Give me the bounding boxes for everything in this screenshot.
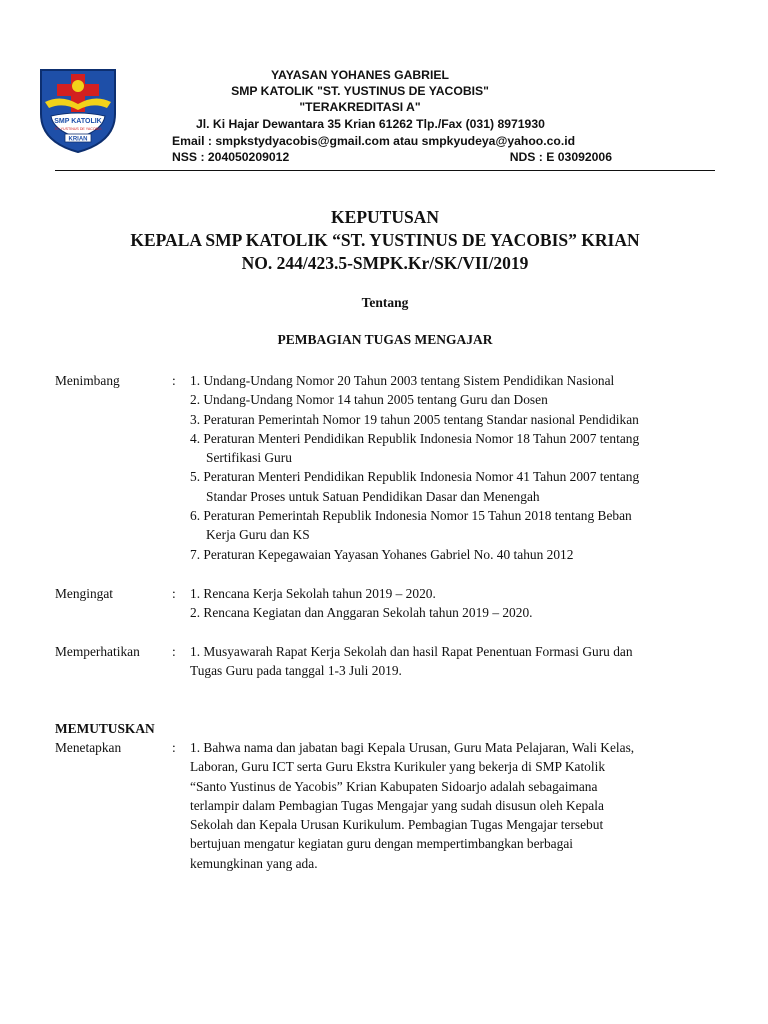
- list-item: 3. Peraturan Pemerintah Nomor 19 tahun 2005 tentang Standar nasional Pendidikan: [190, 411, 639, 427]
- logo-text-top: SMP KATOLIK: [54, 118, 102, 125]
- school-name: SMP KATOLIK "ST. YUSTINUS DE YACOBIS": [231, 84, 489, 98]
- list-item-continuation: Standar Proses untuk Satuan Pendidikan Dasar dan Menengah: [206, 488, 540, 504]
- logo-text-bottom: KRIAN: [68, 136, 88, 143]
- list-item: 6. Peraturan Pemerintah Republik Indonesia Nomor 15 Tahun 2018 tentang Beban: [190, 508, 632, 524]
- menimbang-colon: :: [172, 373, 176, 388]
- list-item: 2. Undang-Undang Nomor 14 tahun 2005 tentang Guru dan Dosen: [190, 392, 548, 408]
- foundation-name: YAYASAN YOHANES GABRIEL: [271, 68, 449, 82]
- memperhatikan-label: Memperhatikan: [55, 644, 140, 659]
- accreditation: "TERAKREDITASI A": [299, 100, 421, 114]
- menimbang-label: Menimbang: [55, 373, 120, 388]
- paragraph-line: Laboran, Guru ICT serta Guru Ekstra Kurikuler yang bekerja di SMP Katolik: [190, 759, 606, 775]
- school-emblem-icon: [37, 66, 119, 154]
- paragraph-line: terlampir dalam Pembagian Tugas Mengajar yang sudah disusun oleh Kepala: [190, 797, 604, 813]
- list-item: 1. Musyawarah Rapat Kerja Sekolah dan hasil Rapat Penentuan Formasi Guru dan: [190, 644, 633, 659]
- list-item: 7. Peraturan Kepegawaian Yayasan Yohanes Gabriel No. 40 tahun 2012: [190, 546, 574, 562]
- school-address: Jl. Ki Hajar Dewantara 35 Krian 61262 Tlp./Fax (031) 8971930: [196, 117, 545, 131]
- list-item: 4. Peraturan Menteri Pendidikan Republik Indonesia Nomor 18 Tahun 2007 tentang: [190, 430, 640, 446]
- list-item-continuation: Kerja Guru dan KS: [206, 527, 310, 543]
- memutuskan-heading: MEMUTUSKAN: [55, 721, 155, 736]
- menetapkan-colon: :: [172, 740, 176, 755]
- paragraph-line: “Santo Yustinus de Yacobis” Krian Kabupaten Sidoarjo adalah sebagaimana: [190, 778, 598, 794]
- nss-number: NSS : 204050209012: [172, 150, 290, 164]
- school-email: Email : smpkstydyacobis@gmail.com atau smpkyudeya@yahoo.co.id: [172, 134, 576, 148]
- list-item-continuation: Sertifikasi Guru: [206, 450, 292, 466]
- list-item: 1. Undang-Undang Nomor 20 Tahun 2003 tentang Sistem Pendidikan Nasional: [190, 373, 615, 388]
- memperhatikan-list: [190, 642, 718, 681]
- paragraph-line: Sekolah dan Kepala Urusan Kurikulum. Pembagian Tugas Mengajar tersebut: [190, 817, 604, 833]
- menimbang-list: [190, 371, 718, 564]
- paragraph-line: kemungkinan yang ada.: [190, 855, 318, 871]
- mengingat-label: Mengingat: [55, 586, 114, 601]
- list-item: 2. Rencana Kegiatan dan Anggaran Sekolah tahun 2019 – 2020.: [190, 605, 533, 621]
- mengingat-list: [190, 584, 718, 623]
- school-ids: [172, 150, 612, 164]
- letterhead-divider: [55, 170, 715, 171]
- nds-number: NDS : E 03092006: [509, 150, 612, 164]
- paragraph-line: bertujuan mengatur kegiatan guru dengan mempertimbangkan berbagai: [190, 836, 573, 852]
- decree-subject: PEMBAGIAN TUGAS MENGAJAR: [277, 332, 493, 347]
- list-item-continuation: Tugas Guru pada tanggal 1-3 Juli 2019.: [190, 663, 402, 679]
- decree-title: KEPUTUSAN: [331, 207, 439, 227]
- decree-number: NO. 244/423.5-SMPK.Kr/SK/VII/2019: [241, 253, 529, 273]
- menetapkan-label: Menetapkan: [55, 740, 122, 755]
- paragraph-line: 1. Bahwa nama dan jabatan bagi Kepala Urusan, Guru Mata Pelajaran, Wali Kelas,: [190, 740, 635, 755]
- mengingat-colon: :: [172, 586, 176, 601]
- list-item: 1. Rencana Kerja Sekolah tahun 2019 – 2020.: [190, 586, 436, 601]
- memperhatikan-colon: :: [172, 644, 176, 659]
- logo-text-ring: ST. YUSTINUS DE YACOBIS: [54, 127, 102, 131]
- decree-about: Tentang: [361, 295, 409, 310]
- list-item: 5. Peraturan Menteri Pendidikan Republik Indonesia Nomor 41 Tahun 2007 tentang: [190, 469, 640, 485]
- menetapkan-paragraph: [190, 738, 718, 873]
- decree-issuer: KEPALA SMP KATOLIK “ST. YUSTINUS DE YACOBIS” KRIAN: [130, 230, 640, 250]
